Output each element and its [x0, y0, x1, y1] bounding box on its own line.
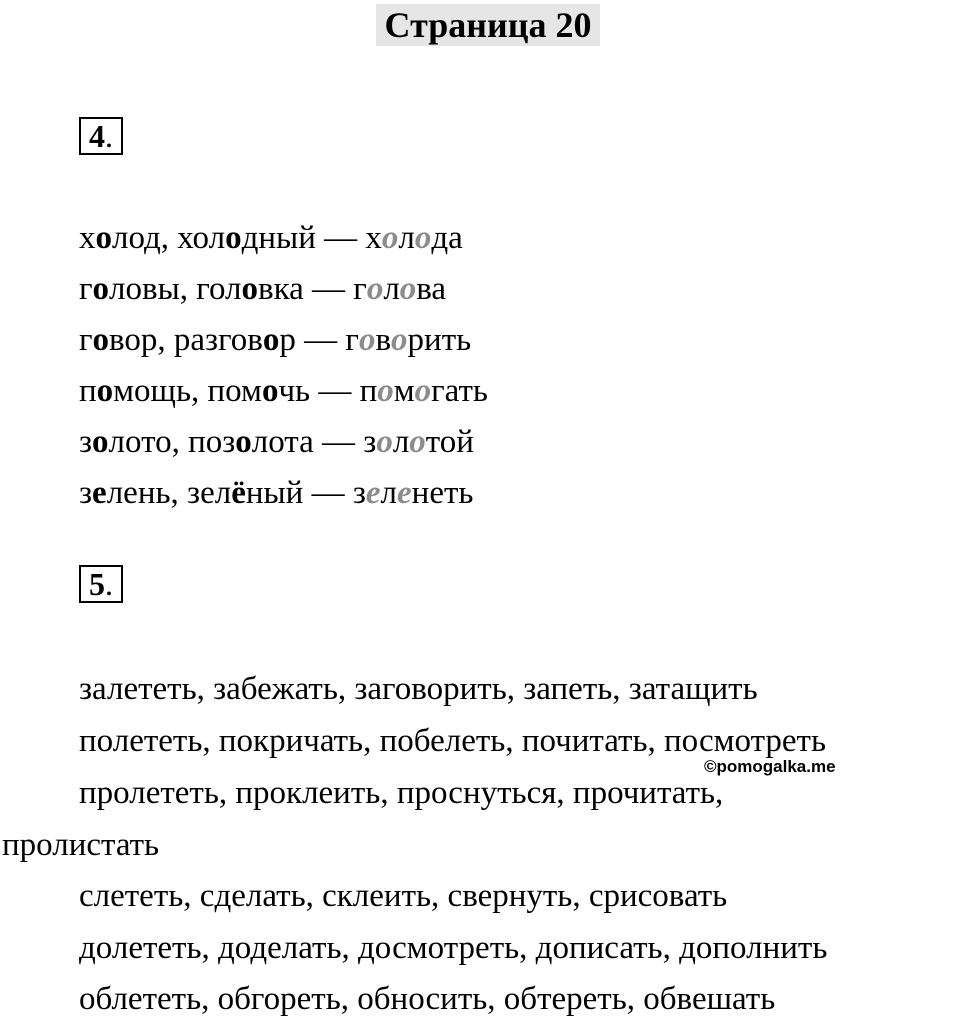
text-segment: р — г: [279, 322, 359, 358]
highlight-letter: о: [381, 220, 399, 256]
highlight-letter: о: [391, 322, 408, 358]
highlight-letter: о: [399, 271, 417, 307]
text-segment: чь — п: [278, 373, 378, 409]
highlight-letter: е: [397, 475, 412, 511]
text-segment: х: [79, 220, 96, 256]
text-segment: лод, хол: [112, 220, 226, 256]
highlight-letter: о: [358, 322, 376, 358]
bold-letter: о: [241, 271, 259, 307]
text-segment: неть: [411, 475, 474, 511]
text-segment: да: [431, 220, 463, 256]
text-segment: ва: [416, 271, 447, 307]
text-segment: л: [380, 475, 397, 511]
text-segment: лото, поз: [108, 424, 236, 460]
bold-letter: о: [262, 322, 280, 358]
bold-letter: ё: [231, 475, 246, 511]
bold-letter: о: [92, 322, 110, 358]
task-5-line-3: пролететь, проклеить, проснуться, прочитать,: [79, 775, 724, 811]
text-segment: вка — г: [258, 271, 367, 307]
text-segment: ный — з: [245, 475, 366, 511]
text-segment: з: [79, 424, 93, 460]
text-segment: г: [79, 271, 93, 307]
highlight-letter: о: [377, 373, 394, 409]
highlight-letter: о: [376, 424, 393, 460]
bold-letter: о: [95, 220, 112, 256]
bold-letter: о: [261, 373, 279, 409]
bold-letter: о: [92, 271, 110, 307]
text-segment: ловы, гол: [109, 271, 242, 307]
text-segment: л: [383, 271, 400, 307]
text-segment: в: [375, 322, 392, 358]
text-segment: г: [79, 322, 93, 358]
task-4-number-dot: .: [105, 118, 113, 154]
watermark: ©pomogalka.me: [704, 757, 836, 776]
task-4-line-1: [79, 218, 463, 258]
bold-letter: о: [96, 373, 114, 409]
task-5-line-4: пролистать: [2, 827, 160, 863]
task-4-line-5: [79, 422, 474, 462]
text-segment: гать: [431, 373, 488, 409]
task-4-number-value: 4: [89, 118, 105, 154]
task-4-number: [79, 117, 123, 155]
highlight-letter: о: [409, 424, 426, 460]
text-segment: л: [398, 220, 415, 256]
task-5-line-6: долететь, доделать, досмотреть, дописать, дополнить: [79, 930, 828, 966]
page-title: Страница 20: [376, 4, 600, 46]
highlight-letter: о: [366, 271, 384, 307]
task-5-line-2: полететь, покричать, побелеть, почитать, посмотреть: [79, 723, 827, 759]
task-4-line-6: [79, 473, 473, 513]
task-5-number-dot: .: [105, 566, 113, 602]
task-4-line-3: [79, 320, 471, 360]
task-5-line-7: облететь, обгореть, обносить, обтереть, обвешать: [79, 981, 776, 1017]
text-segment: той: [425, 424, 474, 460]
bold-letter: о: [225, 220, 242, 256]
text-segment: м: [393, 373, 415, 409]
task-5-line-1: залететь, забежать, заговорить, запеть, затащить: [79, 671, 758, 707]
text-segment: вор, разгов: [109, 322, 263, 358]
text-segment: рить: [407, 322, 472, 358]
bold-letter: о: [92, 424, 109, 460]
bold-letter: о: [235, 424, 252, 460]
task-4-line-2: [79, 269, 446, 309]
text-segment: п: [79, 373, 97, 409]
task-5-number: [79, 565, 123, 603]
text-segment: мощь, пом: [113, 373, 262, 409]
highlight-letter: е: [365, 475, 381, 511]
text-segment: дный — х: [241, 220, 382, 256]
text-segment: лень, зел: [106, 475, 232, 511]
task-5-number-value: 5: [89, 566, 105, 602]
highlight-letter: о: [414, 373, 432, 409]
highlight-letter: о: [414, 220, 432, 256]
text-segment: лота — з: [251, 424, 377, 460]
task-4-line-4: [79, 371, 488, 411]
bold-letter: е: [92, 475, 107, 511]
text-segment: л: [392, 424, 410, 460]
text-segment: з: [79, 475, 93, 511]
task-5-line-5: слететь, сделать, склеить, свернуть, срисовать: [79, 878, 728, 914]
